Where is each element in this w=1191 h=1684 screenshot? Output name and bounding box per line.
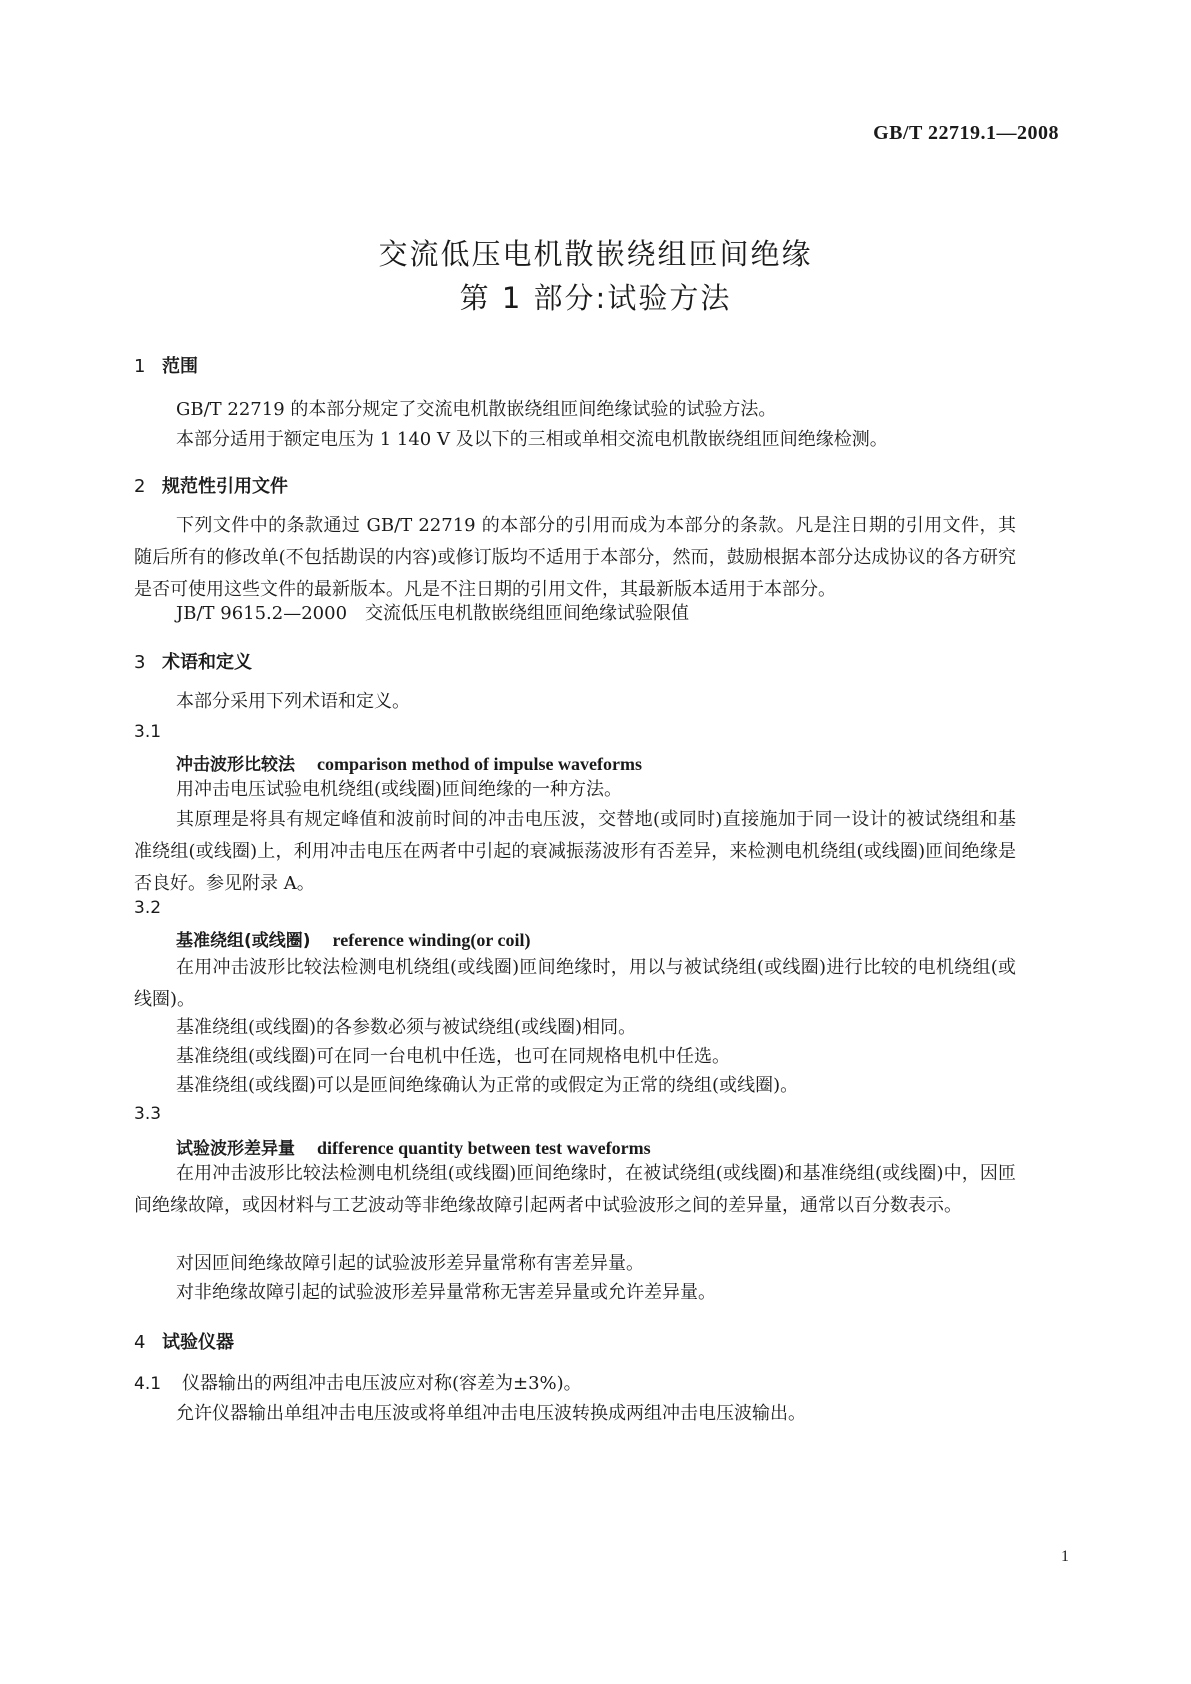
clause-number: 3.2	[134, 898, 162, 918]
paragraph: 基准绕组(或线圈)可在同一台电机中任选，也可在同规格电机中任选。	[176, 1046, 731, 1067]
clause-text: 仪器输出的两组冲击电压波应对称(容差为±3%)。	[182, 1373, 582, 1394]
paragraph: 基准绕组(或线圈)可以是匝间绝缘确认为正常的或假定为正常的绕组(或线圈)。	[176, 1075, 799, 1096]
document-title: 交流低压电机散嵌绕组匝间绝缘	[378, 237, 813, 271]
clause-number: 3.3	[134, 1104, 162, 1124]
paragraph: GB/T 22719 的本部分规定了交流电机散嵌绕组匝间绝缘试验的试验方法。	[176, 399, 777, 420]
paragraph: 其原理是将具有规定峰值和波前时间的冲击电压波，交替地(或同时)直接施加于同一设计的被试绕组和基准绕组(或线圈)上，利用冲击电压在两者中引起的衰减振荡波形有否差异，来检测电机绕组(或线圈)匝间绝缘是否良好。参见附录 A。	[134, 809, 1016, 894]
paragraph: 本部分采用下列术语和定义。	[176, 691, 410, 712]
section-title: 范围	[162, 356, 198, 377]
section-heading-scope	[134, 352, 198, 378]
paragraph: 基准绕组(或线圈)的各参数必须与被试绕组(或线圈)相同。	[176, 1017, 637, 1038]
clause-number: 3.1	[134, 722, 162, 742]
term-english: reference winding(or coil)	[332, 930, 531, 950]
section-title: 规范性引用文件	[162, 476, 288, 497]
reference-item: JB/T 9615.2—2000 交流低压电机散嵌绕组匝间绝缘试验限值	[176, 603, 690, 624]
clause-4-1	[134, 1368, 582, 1400]
paragraph: 允许仪器输出单组冲击电压波或将单组冲击电压波转换成两组冲击电压波输出。	[176, 1403, 806, 1424]
page-number: 1	[1061, 1548, 1069, 1565]
term-english: comparison method of impulse waveforms	[317, 754, 642, 774]
standard-code: GB/T 22719.1—2008	[873, 122, 1059, 144]
section-heading-normative-references	[134, 472, 288, 498]
section-number: 1	[134, 356, 146, 377]
term-entry	[176, 750, 642, 775]
paragraph: 在用冲击波形比较法检测电机绕组(或线圈)匝间绝缘时，在被试绕组(或线圈)和基准绕组(或线圈)中，因匝间绝缘故障，或因材料与工艺波动等非绝缘故障引起两者中试验波形之间的差异量，通常以百分数表示。	[134, 1163, 1016, 1216]
document-subtitle: 第 1 部分:试验方法	[459, 281, 732, 315]
section-heading-test-instrument	[134, 1328, 234, 1354]
term-chinese: 试验波形差异量	[176, 1139, 295, 1159]
paragraph: 本部分适用于额定电压为 1 140 V 及以下的三相或单相交流电机散嵌绕组匝间绝缘检测。	[176, 429, 888, 450]
section-heading-terms	[134, 648, 252, 674]
paragraph: 用冲击电压试验电机绕组(或线圈)匝间绝缘的一种方法。	[176, 779, 623, 800]
term-english: difference quantity between test waveforms	[317, 1138, 651, 1158]
paragraph: 对因匝间绝缘故障引起的试验波形差异量常称有害差异量。	[176, 1253, 644, 1274]
term-entry	[176, 926, 531, 951]
paragraph: 在用冲击波形比较法检测电机绕组(或线圈)匝间绝缘时，用以与被试绕组(或线圈)进行比较的电机绕组(或线圈)。	[134, 957, 1016, 1010]
section-number: 4	[134, 1332, 146, 1353]
section-title: 试验仪器	[162, 1332, 234, 1353]
term-entry	[176, 1134, 651, 1159]
section-number: 2	[134, 476, 146, 497]
term-chinese: 基准绕组(或线圈)	[176, 931, 311, 951]
paragraph: 对非绝缘故障引起的试验波形差异量常称无害差异量或允许差异量。	[176, 1282, 716, 1303]
term-chinese: 冲击波形比较法	[176, 755, 295, 775]
paragraph: 下列文件中的条款通过 GB/T 22719 的本部分的引用而成为本部分的条款。凡是注日期的引用文件，其随后所有的修改单(不包括勘误的内容)或修订版均不适用于本部分，然而，鼓励根据本部分达成协议的各方研究是否可使用这些文件的最新版本。凡是不注日期的引用文件，其最新版本适用于本部分。	[134, 515, 1016, 600]
section-number: 3	[134, 652, 146, 673]
clause-number: 4.1	[134, 1374, 162, 1394]
section-title: 术语和定义	[162, 652, 252, 673]
